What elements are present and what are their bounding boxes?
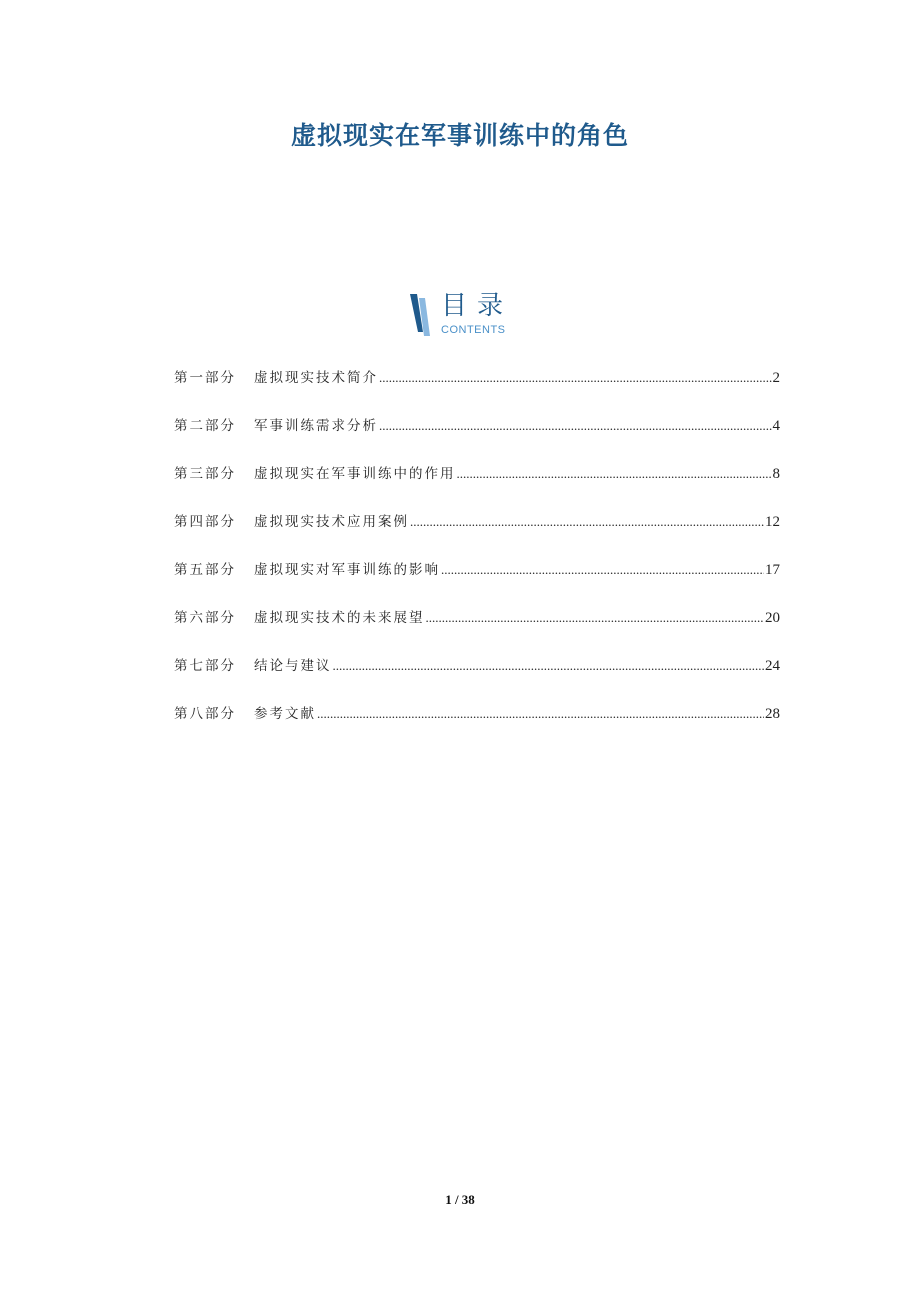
toc-entry-title: 参考文献 <box>254 706 316 722</box>
toc-entry-page: 12 <box>765 514 780 530</box>
toc-entry-leader <box>441 562 764 578</box>
toc-entry-page: 8 <box>772 466 780 482</box>
toc-entry-part: 第二部分 <box>174 418 236 434</box>
page-indicator: 1 / 38 <box>445 1192 475 1207</box>
toc-entry-page: 28 <box>765 706 780 722</box>
toc-entry-part: 第三部分 <box>174 466 236 482</box>
toc-subheading: CONTENTS <box>441 324 506 336</box>
toc-entry-7[interactable] <box>174 654 780 676</box>
document-title: 虚拟现实在军事训练中的角色 <box>290 121 629 150</box>
toc-heading: 目录 <box>441 291 514 321</box>
toc-entry-leader <box>426 610 765 626</box>
toc-header <box>408 292 538 338</box>
toc-entry-part: 第七部分 <box>174 658 236 674</box>
toc-entry-5[interactable] <box>174 558 780 580</box>
toc-entry-8[interactable] <box>174 702 780 724</box>
toc-entry-leader <box>379 418 772 434</box>
toc-entry-title: 虚拟现实技术的未来展望 <box>254 610 425 626</box>
toc-entry-part: 第八部分 <box>174 706 236 722</box>
toc-entry-leader <box>317 706 764 722</box>
toc-entry-leader <box>457 466 772 482</box>
toc-entry-page: 4 <box>772 418 780 434</box>
contents-logo-icon <box>408 294 432 336</box>
toc-entry-part: 第六部分 <box>174 610 236 626</box>
toc-entry-page: 2 <box>772 370 780 386</box>
toc-entry-title: 虚拟现实在军事训练中的作用 <box>254 466 456 482</box>
toc-entry-part: 第五部分 <box>174 562 236 578</box>
toc-entry-6[interactable] <box>174 606 780 628</box>
toc-entry-title: 虚拟现实技术简介 <box>254 370 378 386</box>
toc-entry-page: 20 <box>765 610 780 626</box>
toc-entry-page: 24 <box>765 658 780 674</box>
toc-entry-part: 第一部分 <box>174 370 236 386</box>
toc-entry-title: 结论与建议 <box>254 658 332 674</box>
toc-entry-title: 军事训练需求分析 <box>254 418 378 434</box>
toc-entry-1[interactable] <box>174 366 780 388</box>
toc-entry-page: 17 <box>765 562 780 578</box>
toc-entry-2[interactable] <box>174 414 780 436</box>
toc-entry-title: 虚拟现实对军事训练的影响 <box>254 562 440 578</box>
toc-entry-part: 第四部分 <box>174 514 236 530</box>
toc-entry-leader <box>410 514 764 530</box>
toc-entry-3[interactable] <box>174 462 780 484</box>
toc-entry-leader <box>333 658 765 674</box>
toc-entry-title: 虚拟现实技术应用案例 <box>254 514 409 530</box>
toc-entry-4[interactable] <box>174 510 780 532</box>
toc-entry-leader <box>379 370 772 386</box>
